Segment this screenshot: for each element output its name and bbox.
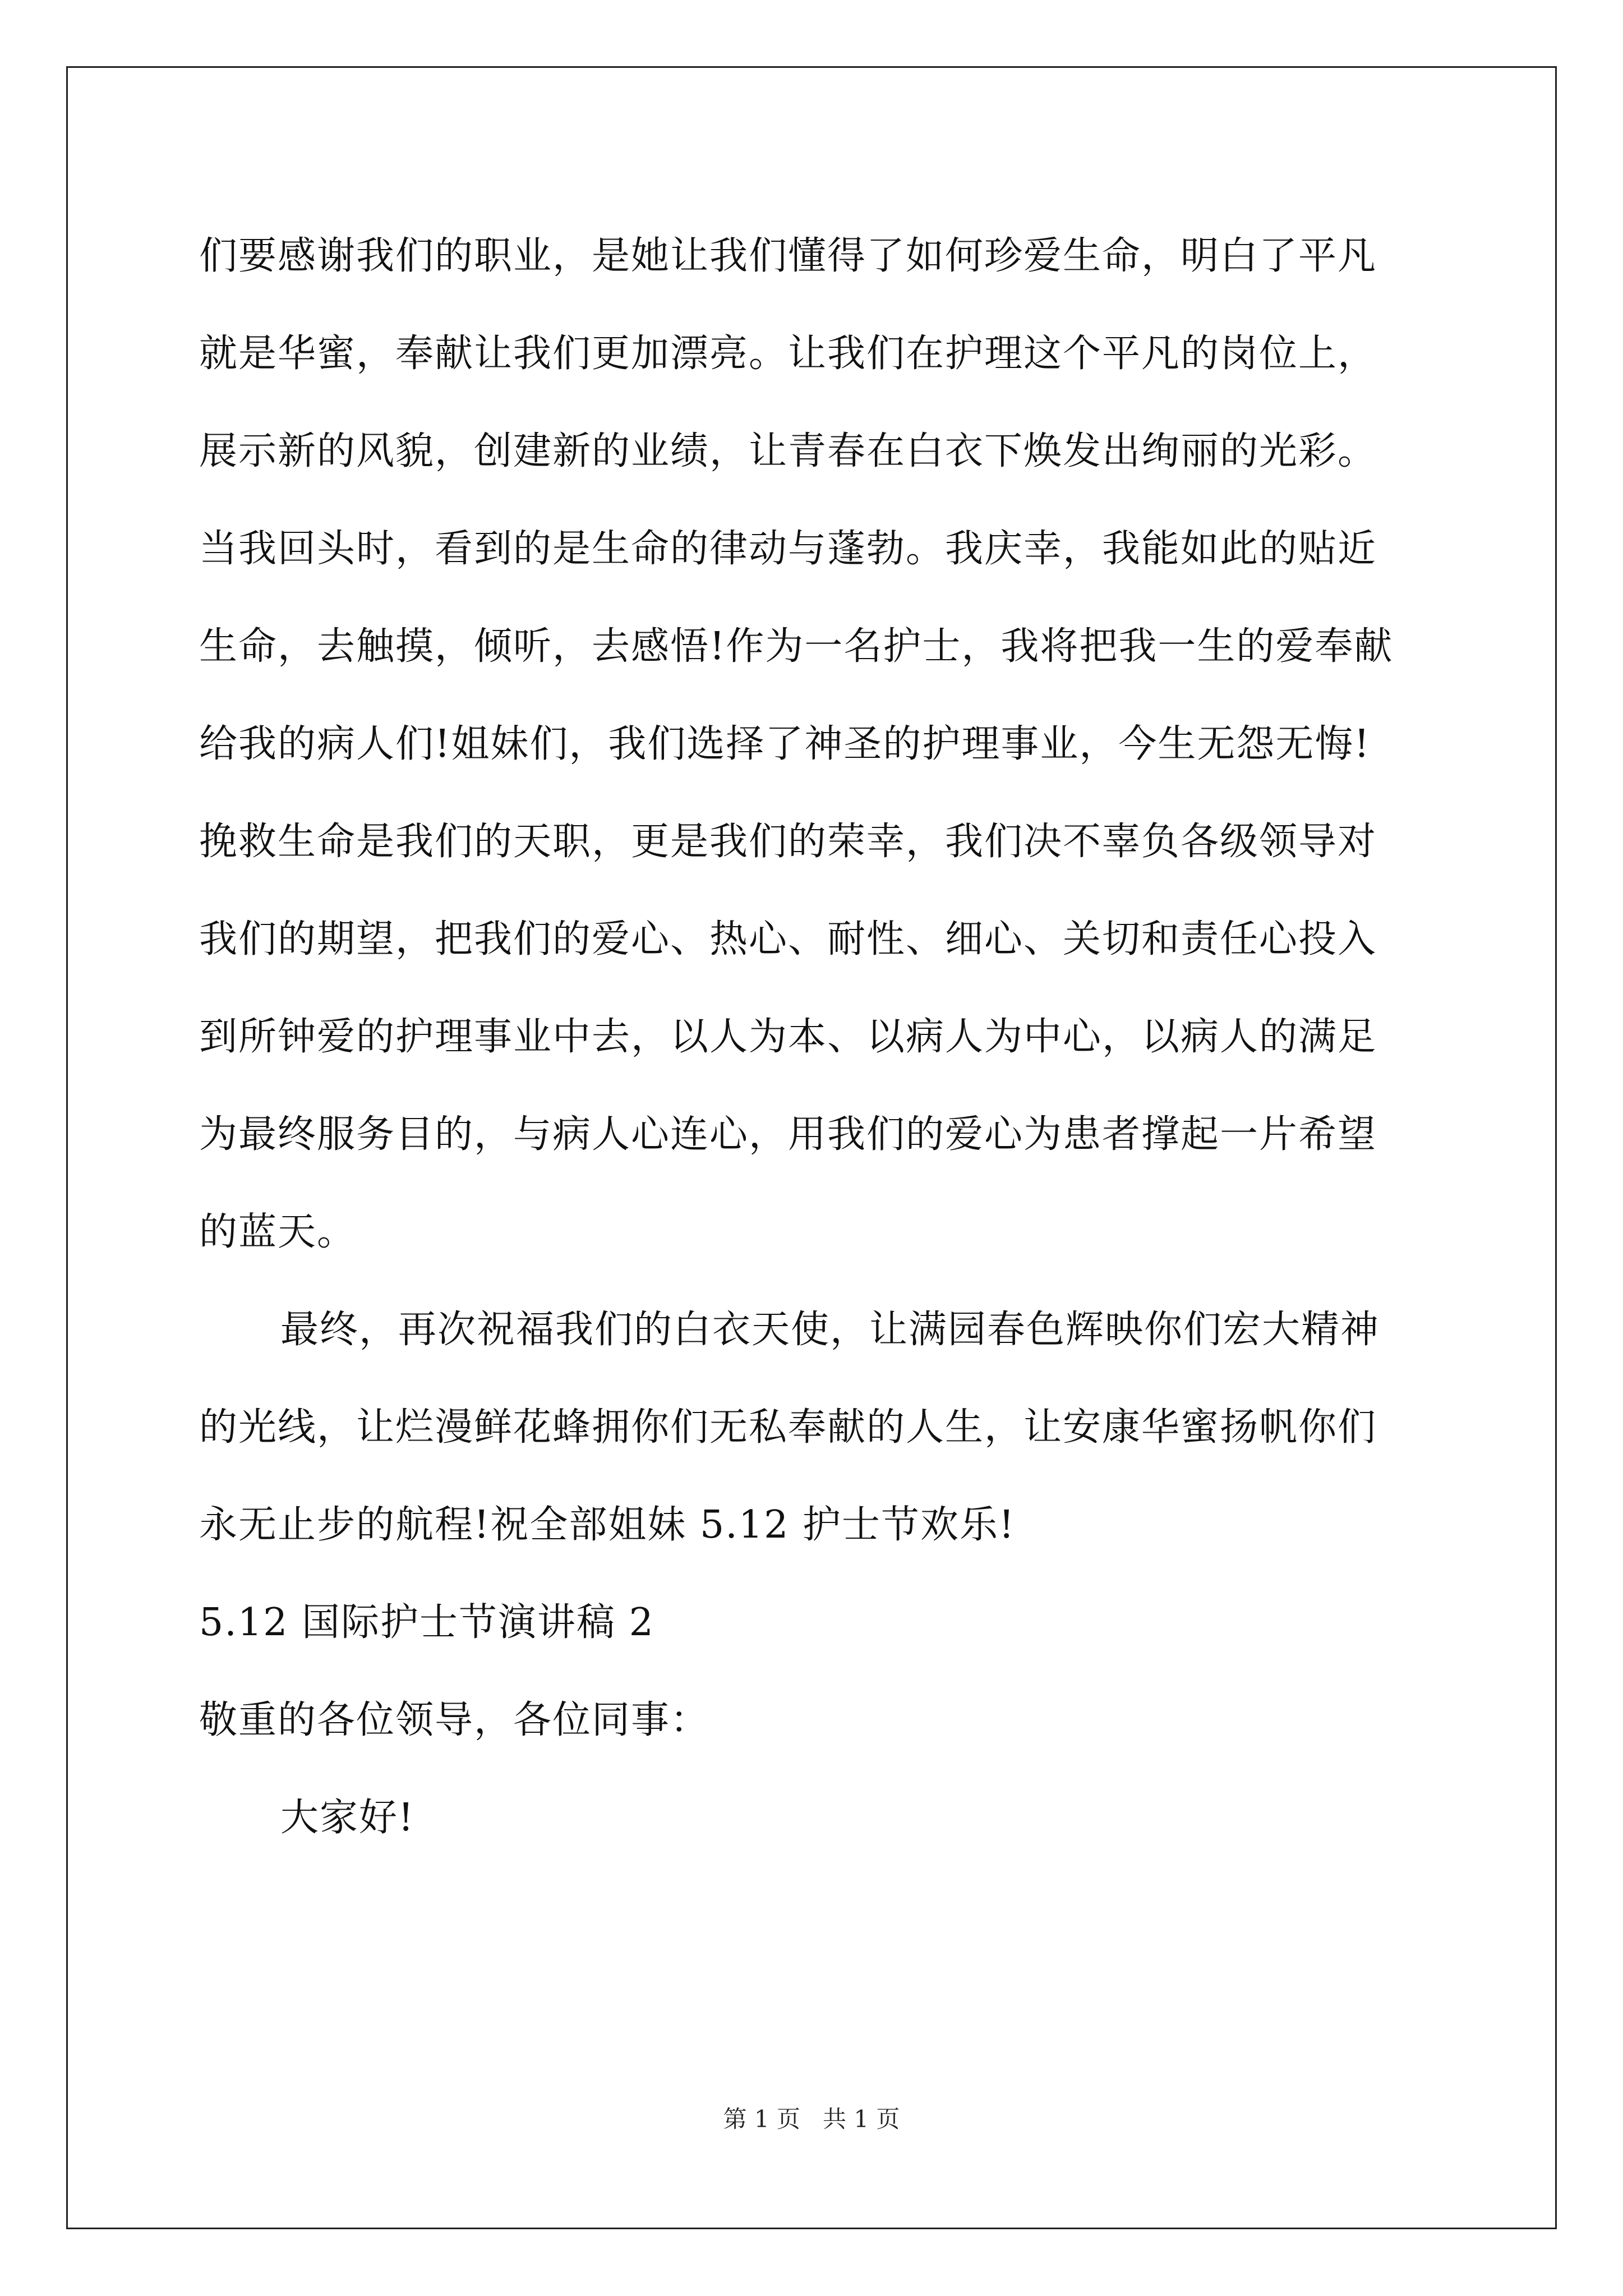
body-line-10: 为最终服务目的，与病人心连心，用我们的爱心为患者撑起一片希望 [199,1112,1377,1157]
body-line-8: 我们的期望，把我们的爱心、热心、耐性、细心、关切和责任心投入 [199,917,1377,961]
body-line-2: 就是华蜜，奉献让我们更加漂亮。让我们在护理这个平凡的岗位上， [199,332,1377,376]
body-line-7: 挽救生命是我们的天职，更是我们的荣幸，我们决不辜负各级领导对 [199,820,1377,864]
page-number: 第 1 页 [723,2105,800,2133]
body-line-11: 的蓝天。 [199,1210,357,1254]
body-line-4: 当我回头时，看到的是生命的律动与蓬勃。我庆幸，我能如此的贴近 [199,527,1377,571]
page-total: 共 1 页 [823,2105,900,2133]
body-line-5: 生命，去触摸，倾听，去感悟!作为一名护士，我将把我一生的爱奉献 [199,624,1394,669]
body-line-3: 展示新的风貌，创建新的业绩，让青春在白衣下焕发出绚丽的光彩。 [199,429,1377,473]
page-footer [0,2102,1623,2136]
body-line-9: 到所钟爱的护理事业中去，以人为本、以病人为中心，以病人的满足 [199,1015,1377,1059]
body-line-1: 们要感谢我们的职业，是她让我们懂得了如何珍爱生命，明白了平凡 [199,234,1377,278]
body-line-14: 永无止步的航程!祝全部姐妹 5.12 护士节欢乐! [199,1503,1016,1547]
salutation: 敬重的各位领导，各位同事： [199,1698,710,1742]
body-line-6: 给我的病人们!姐妹们，我们选择了神圣的护理事业，今生无怨无悔! [199,722,1371,766]
document-body [199,208,1427,1867]
body-line-12: 最终，再次祝福我们的白衣天使，让满园春色辉映你们宏大精神 [280,1308,1380,1352]
section-heading: 5.12 国际护士节演讲稿 2 [199,1600,654,1645]
greeting: 大家好! [280,1796,415,1840]
body-line-13: 的光线，让烂漫鲜花蜂拥你们无私奉献的人生，让安康华蜜扬帆你们 [199,1405,1377,1450]
